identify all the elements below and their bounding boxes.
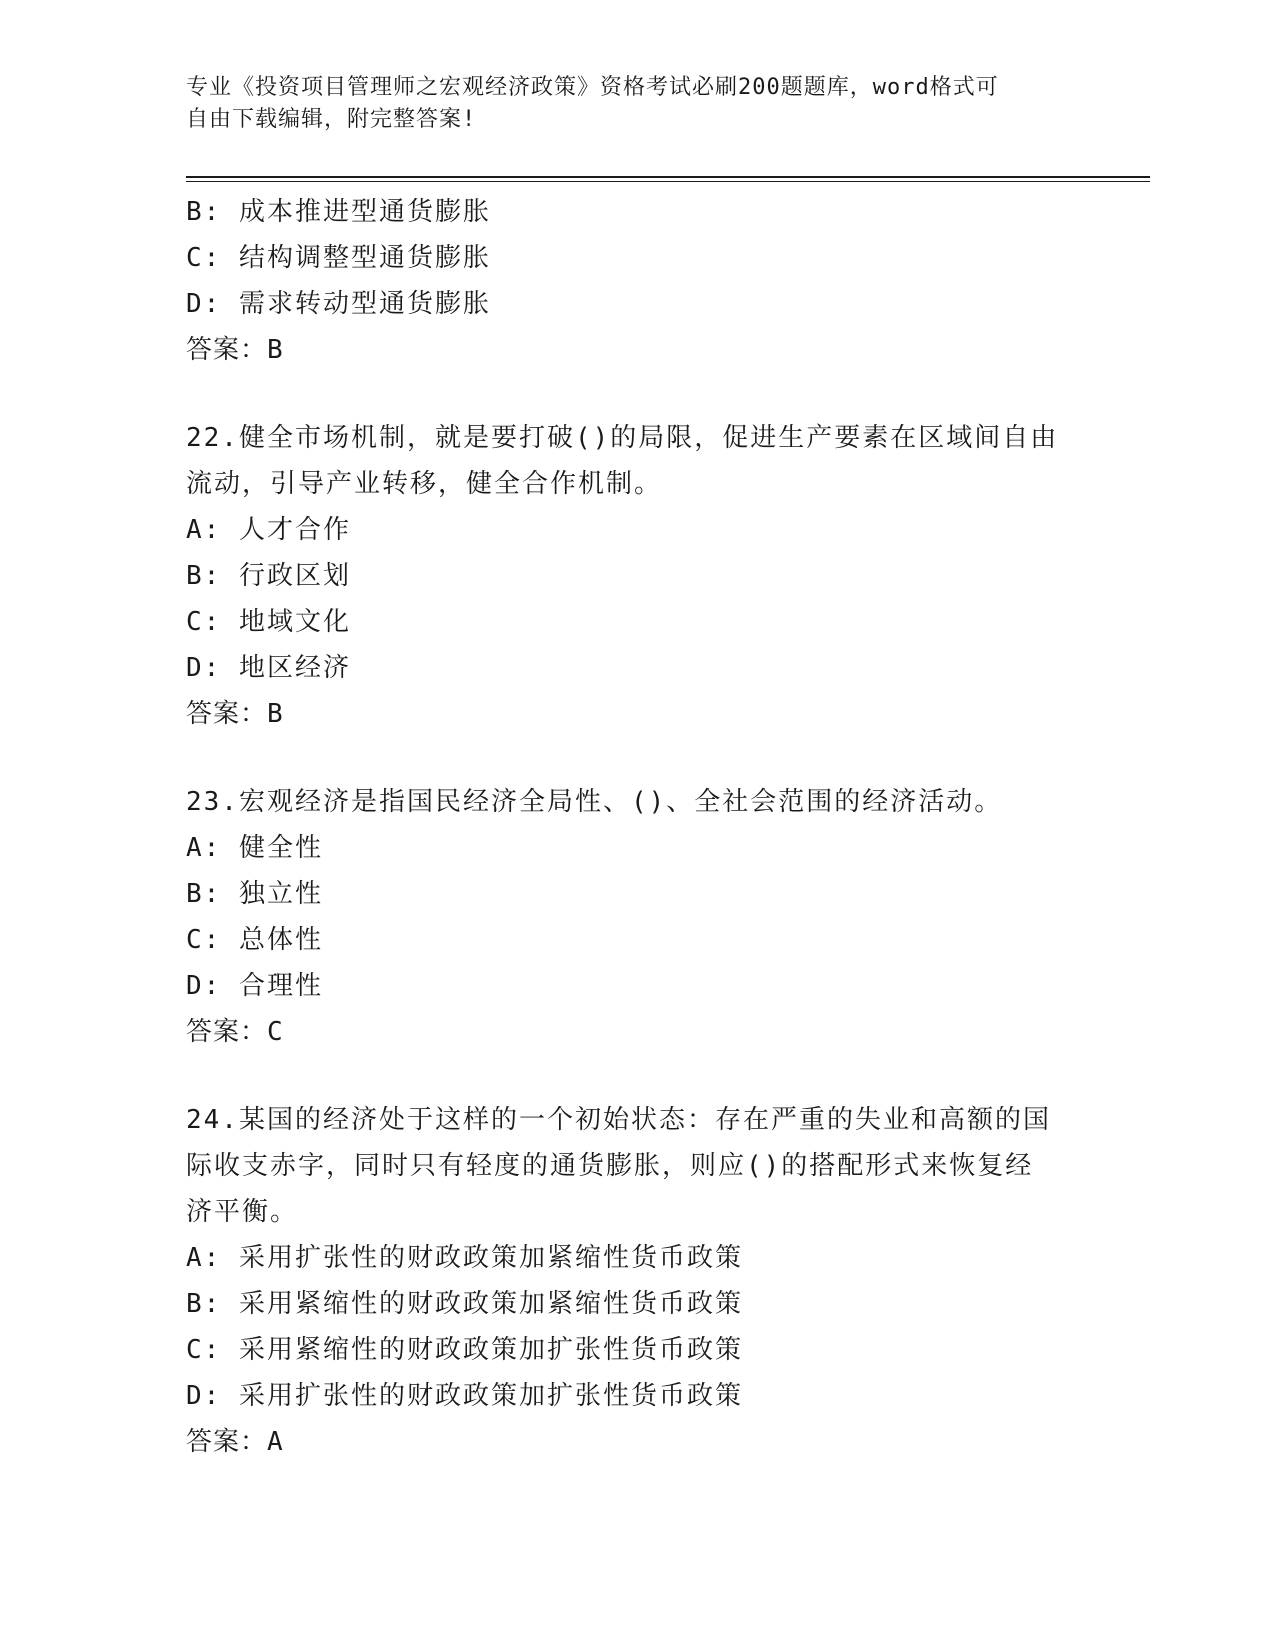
document-header (186, 72, 1086, 136)
header-divider-thin (186, 181, 1150, 182)
question-stem-line: 23.宏观经济是指国民经济全局性、()、全社会范围的经济活动。 (186, 787, 1003, 817)
header-divider-thick (186, 176, 1150, 178)
option-c: C: 采用紧缩性的财政政策加扩张性货币政策 (186, 1335, 743, 1365)
option-a: A: 健全性 (186, 833, 323, 863)
option-d: D: 采用扩张性的财政政策加扩张性货币政策 (186, 1381, 743, 1411)
option-c: C: 总体性 (186, 925, 323, 955)
option-d: D: 地区经济 (186, 653, 351, 683)
option-c: C: 结构调整型通货膨胀 (186, 243, 491, 273)
question-stem-line: 24.某国的经济处于这样的一个初始状态：存在严重的失业和高额的国 (186, 1105, 1051, 1135)
question-content (186, 189, 1086, 1465)
question-stem-line: 际收支赤字，同时只有轻度的通货膨胀，则应()的搭配形式来恢复经 (186, 1151, 1034, 1181)
option-a: A: 人才合作 (186, 515, 351, 545)
question-block-22 (186, 415, 1086, 737)
answer-line: 答案：C (186, 1017, 284, 1047)
question-block-partial (186, 189, 1086, 373)
question-block-24 (186, 1097, 1086, 1465)
option-b: B: 行政区划 (186, 561, 351, 591)
option-a: A: 采用扩张性的财政政策加紧缩性货币政策 (186, 1243, 743, 1273)
answer-line: 答案：A (186, 1427, 284, 1457)
answer-line: 答案：B (186, 699, 284, 729)
question-stem-line: 流动，引导产业转移，健全合作机制。 (186, 469, 663, 499)
answer-line: 答案：B (186, 335, 284, 365)
option-d: D: 需求转动型通货膨胀 (186, 289, 491, 319)
option-b: B: 成本推进型通货膨胀 (186, 197, 491, 227)
question-stem-line: 22.健全市场机制，就是要打破()的局限，促进生产要素在区域间自由 (186, 423, 1059, 453)
option-c: C: 地域文化 (186, 607, 351, 637)
question-spacer (186, 373, 1086, 415)
option-b: B: 独立性 (186, 879, 323, 909)
header-line-1: 专业《投资项目管理师之宏观经济政策》资格考试必刷200题题库，word格式可 (186, 75, 999, 100)
header-line-2: 自由下载编辑，附完整答案! (186, 107, 477, 132)
option-b: B: 采用紧缩性的财政政策加紧缩性货币政策 (186, 1289, 743, 1319)
option-d: D: 合理性 (186, 971, 323, 1001)
question-block-23 (186, 779, 1086, 1055)
question-spacer (186, 1055, 1086, 1097)
question-stem-line: 济平衡。 (186, 1197, 299, 1227)
question-spacer (186, 737, 1086, 779)
